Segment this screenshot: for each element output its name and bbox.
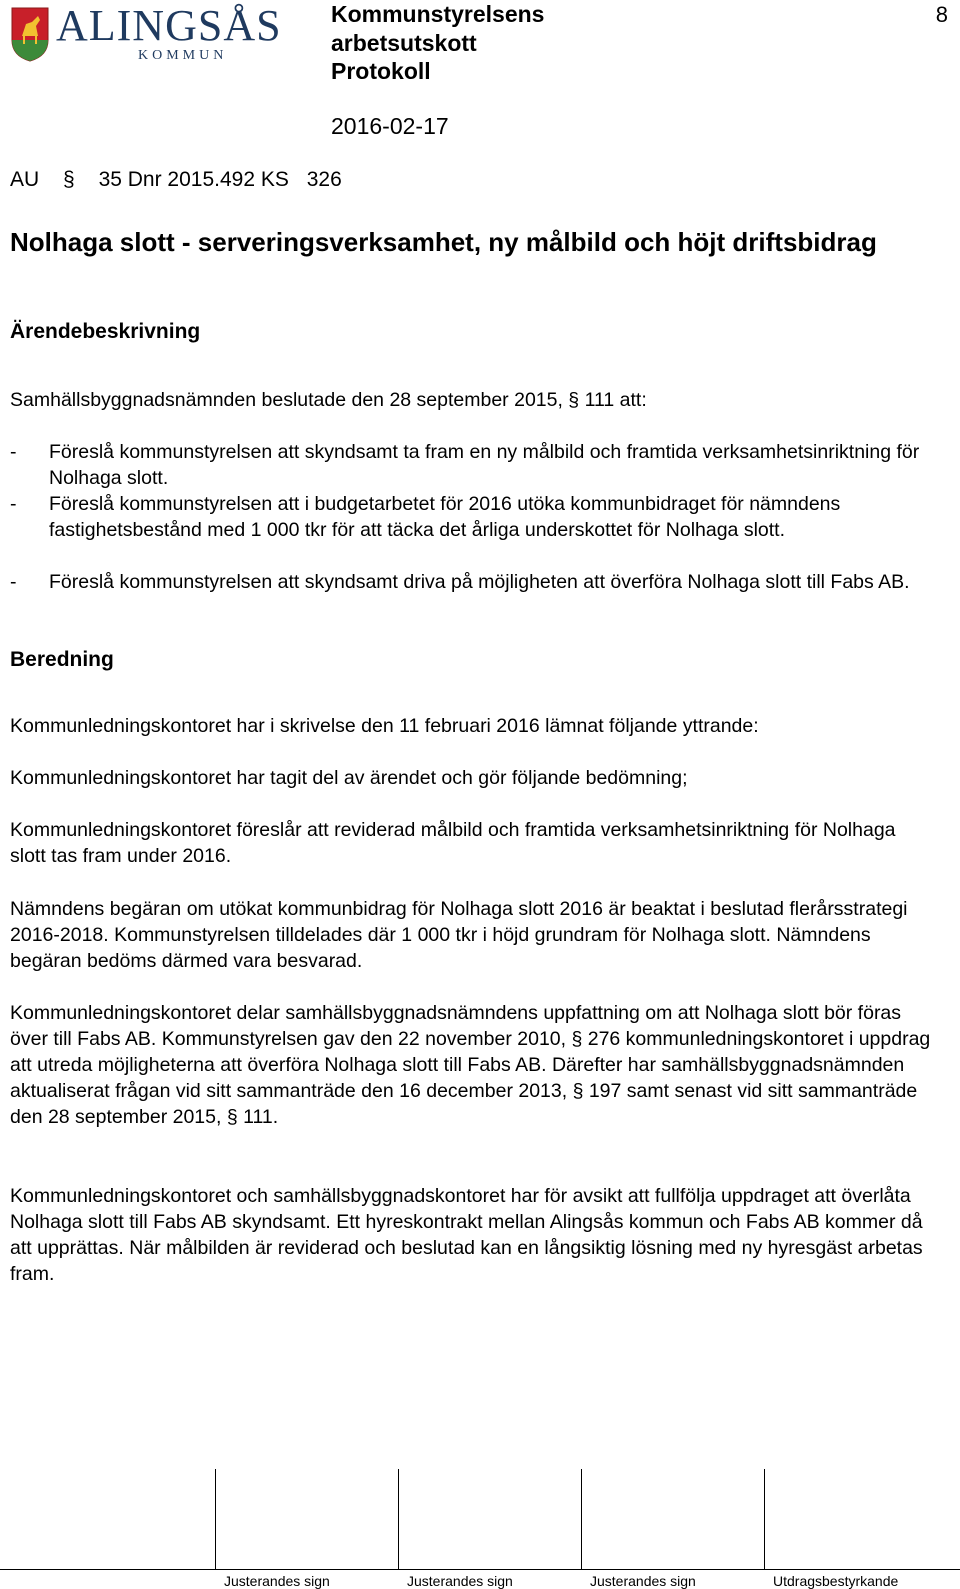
- ref-number: 35 Dnr 2015.492 KS: [98, 168, 289, 191]
- coat-of-arms-icon: [10, 6, 50, 62]
- signature-label: Justerandes sign: [407, 1573, 513, 1589]
- bullet-dash: -: [10, 441, 17, 463]
- body-paragraph: Kommunledningskontoret delar samhällsbyggnadsnämndens uppfattning om att Nolhaga slott bör föras över till Fabs AB. Kommunstyrelsen gav den 22 november 2010, § 276 kommunledningskontoret i uppdrag att utreda möjligheterna att överföra Nolhaga slott till Fabs AB. Därefter har samhällsbyggnadsnämnden aktualiserat frågan vid sitt sammanträde den 16 december 2013, § 197 samt senast vid sitt sammanträde den 28 september 2015, § 111.: [10, 1002, 931, 1128]
- signature-divider: [764, 1469, 765, 1569]
- signature-divider: [215, 1469, 216, 1569]
- list-item: [10, 569, 940, 595]
- bullet-dash: -: [10, 571, 17, 593]
- ref-prefix: AU: [10, 168, 40, 191]
- bullet-dash: -: [10, 493, 17, 515]
- logo-wordmark: ALINGSÅS: [56, 1, 282, 50]
- header-title-line-1: Kommunstyrelsens: [331, 1, 545, 27]
- bullet-text: Föreslå kommunstyrelsen att i budgetarbetet för 2016 utöka kommunbidraget för nämndens fastighetsbestånd med 1 000 tkr för att täcka det årliga underskottet för Nolhaga slott.: [49, 493, 841, 541]
- section-heading-arendebeskrivning: Ärendebeskrivning: [10, 320, 201, 343]
- body-paragraph: Kommunledningskontoret har i skrivelse den 11 februari 2016 lämnat följande yttrande:: [10, 715, 759, 737]
- ref-suffix: 326: [306, 168, 342, 191]
- logo-subtitle: KOMMUN: [138, 48, 228, 63]
- bullet-text: Föreslå kommunstyrelsen att skyndsamt ta fram en ny målbild och framtida verksamhetsinriktning för Nolhaga slott.: [49, 441, 920, 489]
- section-heading-beredning: Beredning: [10, 648, 114, 671]
- intro-paragraph: Samhällsbyggnadsnämnden beslutade den 28 september 2015, § 111 att:: [10, 389, 647, 411]
- signature-label: Justerandes sign: [224, 1573, 330, 1589]
- header-title-line-3: Protokoll: [331, 58, 431, 84]
- signature-label: Justerandes sign: [590, 1573, 696, 1589]
- page-number: 8: [935, 2, 948, 27]
- attestation-label: Utdragsbestyrkande: [773, 1573, 899, 1589]
- body-paragraph: Kommunledningskontoret föreslår att reviderad målbild och framtida verksamhetsinriktning för Nolhaga slott tas fram under 2016.: [10, 819, 896, 867]
- body-paragraph: Kommunledningskontoret och samhällsbyggnadskontoret har för avsikt att fullfölja uppdraget att överlåta Nolhaga slott till Fabs AB skyndsamt. Ett hyreskontrakt mellan Alingsås kommun och Fabs AB kommer då att upprättas. När målbilden är reviderad och beslutad kan en långsiktig lösning med ny hyresgäst arbetas fram.: [10, 1185, 923, 1285]
- bullet-text: Föreslå kommunstyrelsen att skyndsamt driva på möjligheten att överföra Nolhaga slott till Fabs AB.: [49, 571, 910, 593]
- list-item: [10, 491, 940, 543]
- municipality-logo: [10, 2, 300, 66]
- list-item: [10, 439, 940, 491]
- page-title: Nolhaga slott - serveringsverksamhet, ny målbild och höjt driftsbidrag: [10, 227, 877, 257]
- signature-divider: [581, 1469, 582, 1569]
- case-reference: [10, 168, 342, 192]
- body-paragraph: Kommunledningskontoret har tagit del av ärendet och gör följande bedömning;: [10, 767, 688, 789]
- meeting-date: 2016-02-17: [331, 113, 449, 139]
- header-title-line-2: arbetsutskott: [331, 30, 477, 56]
- body-paragraph: Nämndens begäran om utökat kommunbidrag för Nolhaga slott 2016 är beaktat i beslutad flerårsstrategi 2016-2018. Kommunstyrelsen tilldelades där 1 000 tkr i höjd grundram för Nolhaga slott. Nämndens begäran bedöms därmed vara besvarad.: [10, 898, 908, 972]
- footer-rule: [0, 1569, 960, 1570]
- section-sign: §: [63, 168, 75, 191]
- signature-divider: [398, 1469, 399, 1569]
